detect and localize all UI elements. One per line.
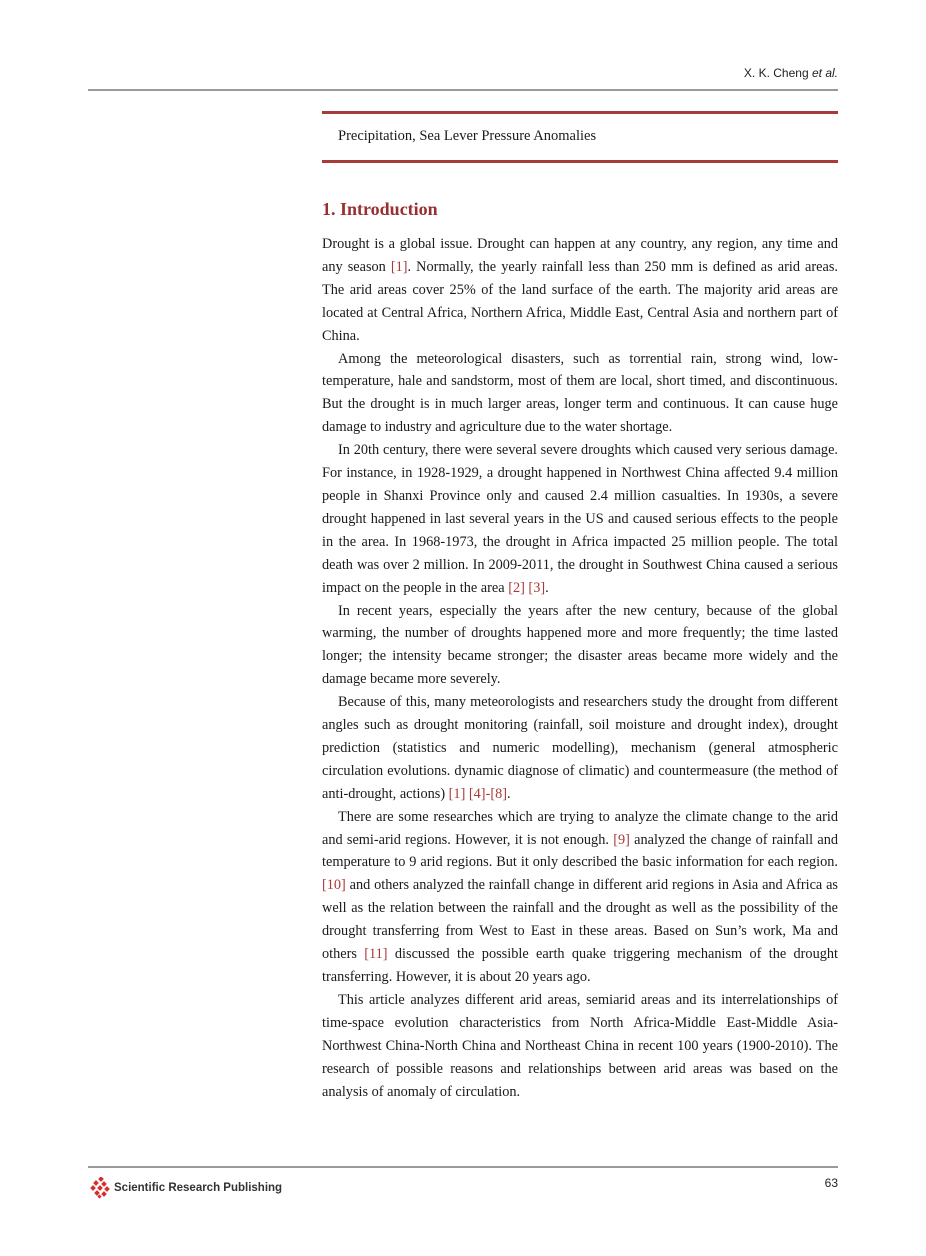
paragraph-text: In 20th century, there were several severe droughts which caused very serious damage. For instance, in 1928-1929, a drought happened in Northwest China affected 9.4 million people in Shanxi Province only and caused 2.4 million casualties. In 1930s, a severe drought happened in last several years in the US and caused serious effects to the people in the area. In 1968-1973, the drought in Africa impacted 25 million people. The total death was over 2 million. In 2009-2011, the drought in Southwest China caused a serious impact on the people in the area <box>322 442 838 596</box>
footer-rule <box>88 1166 838 1168</box>
paragraph-text: . <box>545 579 549 596</box>
paragraph-text: This article analyzes different arid areas, semiarid areas and its interrelationships of time-space evolution characteristics from North Africa-Middle East-Middle Asia-Northwest China-North China and Northeast China in recent 100 years (1900-2010). The research of possible reasons and relationships between arid areas was based on the analysis of anomaly of circulation. <box>322 991 838 1100</box>
paragraph <box>322 233 838 348</box>
body-text <box>322 233 838 1103</box>
paragraph-text: Drought is a global issue. Drought can happen at any country, any region, any time and any season <box>322 236 838 275</box>
citation-link[interactable]: [11] <box>364 946 388 963</box>
publisher-logo <box>90 1177 282 1199</box>
paragraph-text: analyzed the change of rainfall and temperature to 9 arid regions. But it only described the basic information for each region. <box>322 831 838 871</box>
paragraph-text: discussed the possible earth quake triggering mechanism of the drought transferring. However, it is about 20 years ago. <box>322 946 838 985</box>
citation-link[interactable]: [2] [3] <box>508 579 546 596</box>
paragraph-text: . Normally, the yearly rainfall less than 250 mm is defined as arid areas. The arid areas cover 25% of the land surface of the earth. The majority arid areas are located at Central Africa, Northern Africa, Middle East, Central Asia and northern part of China. <box>322 258 838 344</box>
paragraph-text: and others analyzed the rainfall change in different arid regions in Asia and Africa as well as the relation between the rainfall and the drought as well as the possibility of the drought transferring from West to East in these areas. Based on Sun’s work, Ma and others <box>322 877 838 963</box>
keywords-text: Precipitation, Sea Lever Pressure Anomalies <box>338 128 597 144</box>
header-rule <box>88 89 838 91</box>
paragraph <box>322 691 838 806</box>
paragraph <box>322 348 838 440</box>
publisher-logo-icon <box>90 1177 110 1199</box>
paragraph <box>322 989 838 1104</box>
citation-link[interactable]: [1] [4]-[8] <box>448 785 508 802</box>
paragraph <box>322 439 838 599</box>
page-number: 63 <box>824 1176 838 1190</box>
keywords-top-rule <box>322 111 838 114</box>
paragraph-text: In recent years, especially the years after the new century, because of the global warming, the number of droughts happened more and more frequently; the time lasted longer; the intensity became stronger; the disaster areas became more widely and the damage became more severely. <box>322 602 838 688</box>
citation-link[interactable]: [10] <box>322 877 346 894</box>
paragraph <box>322 806 838 989</box>
running-head-authors: X. K. Cheng <box>743 66 809 80</box>
section-heading: 1. Introduction <box>322 199 438 219</box>
paragraph <box>322 600 838 692</box>
paragraph-text: . <box>507 785 511 802</box>
running-head <box>744 66 838 80</box>
paragraph-text: Among the meteorological disasters, such as torrential rain, strong wind, low-temperature, hale and sandstorm, most of them are local, short timed, and discontinuous. But the drought is in much larger areas, longer term and continuous. It can cause huge damage to industry and agriculture due to the water shortage. <box>322 350 838 436</box>
keywords-bottom-rule <box>322 160 838 163</box>
publisher-name: Scientific Research Publishing <box>114 1182 283 1194</box>
paragraph-text: Because of this, many meteorologists and researchers study the drought from different angles such as drought monitoring (rainfall, soil moisture and drought index), drought prediction (statistics and numeric modelling), mechanism (general atmospheric circulation evolutions. dynamic diagnose of climatic) and countermeasure (the method of anti-drought, actions) <box>322 694 838 802</box>
citation-link[interactable]: [1] <box>390 258 408 275</box>
running-head-et-al: et al. <box>811 66 838 80</box>
citation-link[interactable]: [9] <box>613 831 630 848</box>
paragraph-text: There are some researches which are trying to analyze the climate change to the arid and semi-arid regions. However, it is not enough. <box>322 808 838 848</box>
